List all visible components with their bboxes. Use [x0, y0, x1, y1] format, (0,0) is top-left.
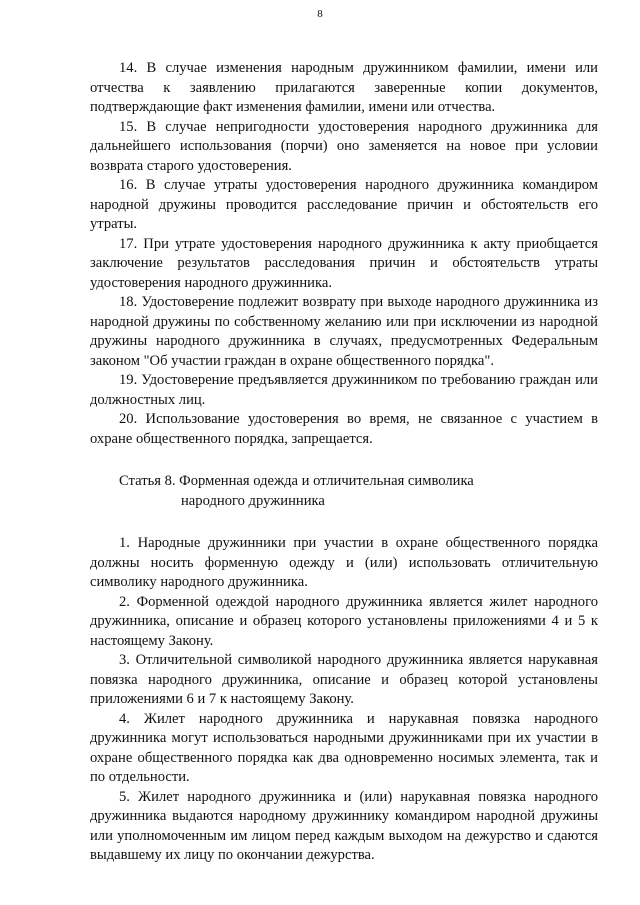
article-heading-line1: Статья 8. Форменная одежда и отличительная символика: [119, 473, 474, 489]
paragraph-19: 19. Удостоверение предъявляется дружинником по требованию граждан или должностных лиц.: [90, 372, 598, 408]
section-spacer: [90, 511, 598, 534]
page-number: 8: [317, 8, 323, 20]
paragraph-17: 17. При утрате удостоверения народного дружинника к акту приобщается заключение результатов расследования причин и обстоятельств утраты удостоверения народного дружинника.: [90, 235, 598, 291]
article-8-heading: [90, 472, 598, 511]
article-paragraph-3: 3. Отличительной символикой народного дружинника является нарукавная повязка народного дружинника, описание и образец которой установлены приложениями 6 и 7 к настоящему Закону.: [90, 652, 598, 707]
paragraph-20: 20. Использование удостоверения во время, не связанное с участием в охране общественного порядка, запрещается.: [90, 411, 598, 447]
article-paragraph-2: 2. Форменной одеждой народного дружинника является жилет народного дружинника, описание и образец которого установлены приложениями 4 и 5 к настоящему Закону.: [90, 593, 598, 649]
article-paragraph-4: 4. Жилет народного дружинника и нарукавная повязка народного дружинника могут использоваться народными дружинниками при их участии в охране общественного порядка как два одновременно носимых элемента, так и по отдельности.: [90, 710, 598, 785]
paragraph-14: 14. В случае изменения народным дружинником фамилии, имени или отчества к заявлению прилагаются заверенные копии документов, подтверждающие факт изменения фамилии, имени или отчества.: [90, 60, 598, 115]
article-paragraph-5: 5. Жилет народного дружинника и (или) нарукавная повязка народного дружинника выдаются народному дружиннику командиром народной дружины или уполномоченным им лицом перед каждым выходом на дежурство и сдаются выдавшему их лицу по окончании дежурства.: [90, 788, 598, 863]
paragraph-16: 16. В случае утраты удостоверения народного дружинника командиром народной дружины проводится расследование причин и обстоятельств его утраты.: [90, 177, 598, 232]
article-heading-line2: народного дружинника: [181, 492, 325, 509]
article-paragraph-1: 1. Народные дружинники при участии в охране общественного порядка должны носить форменную одежду и (или) использовать отличительную символику народного дружинника.: [90, 535, 598, 590]
paragraph-15: 15. В случае непригодности удостоверения народного дружинника для дальнейшего использования (порчи) оно заменяется на новое при условии возврата старого удостоверения.: [90, 118, 598, 174]
paragraph-18: 18. Удостоверение подлежит возврату при выходе народного дружинника из народной дружины по собственному желанию или при исключении из народной дружины народного дружинника в случаях, предусмотренных Федеральным законом "Об участии граждан в охране общественного порядка".: [90, 294, 598, 369]
document-body: [90, 59, 598, 866]
